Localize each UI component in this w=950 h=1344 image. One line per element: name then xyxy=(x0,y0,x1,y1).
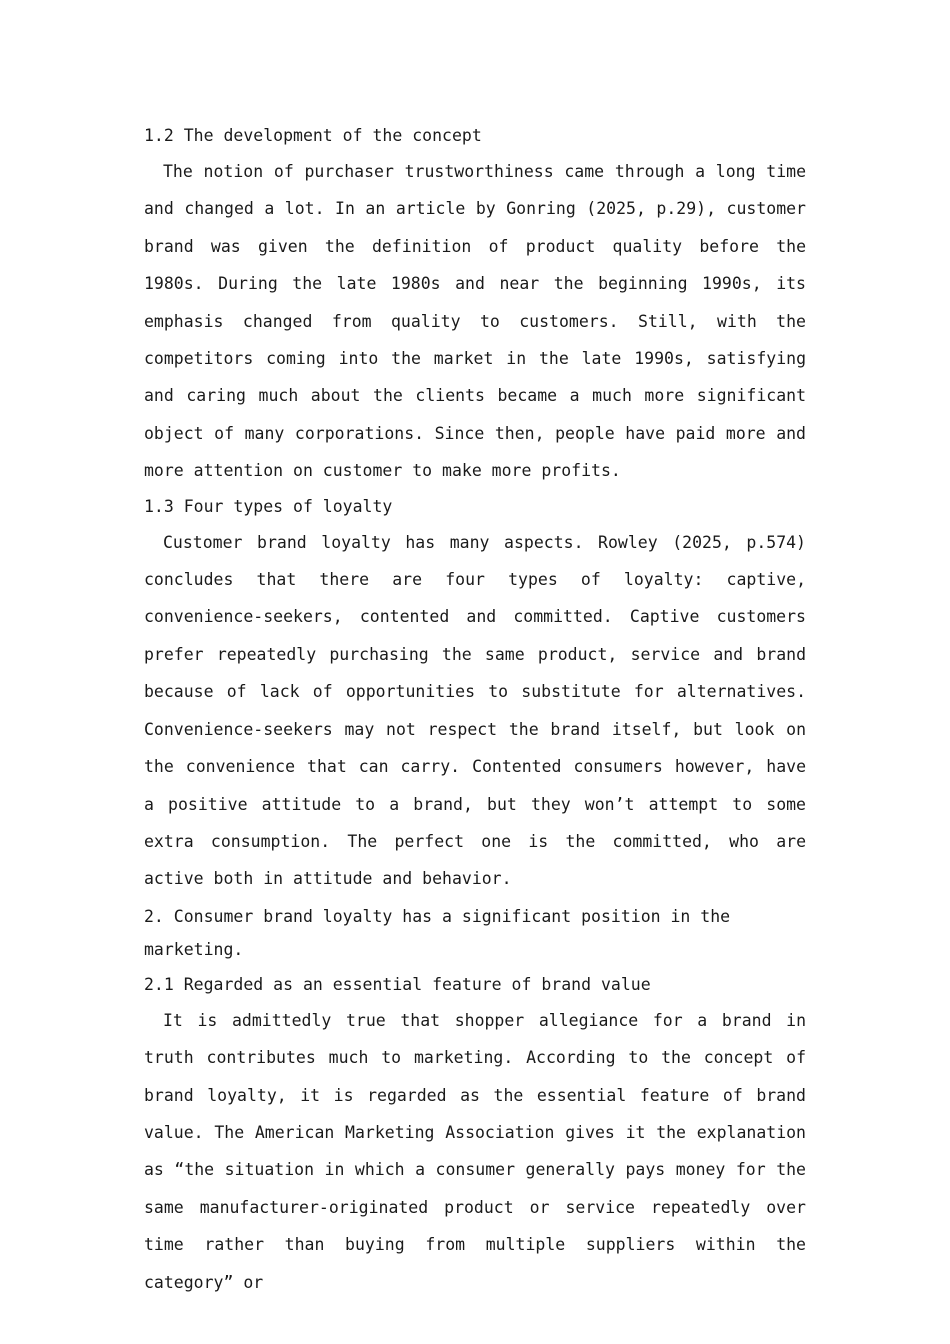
document-body xyxy=(144,119,806,1301)
section-heading-1-2: 1.2 The development of the concept xyxy=(144,126,482,145)
section-heading-2-line-2: marketing. xyxy=(144,939,244,959)
section-heading-2-line-1: 2. Consumer brand loyalty has a significant position in the xyxy=(144,906,731,926)
section-heading-1-3: 1.3 Four types of loyalty xyxy=(144,496,393,516)
paragraph-development-of-concept: The notion of purchaser trustworthiness came through a long time and changed a lot. In an article by Gonring (2025, p.29), customer brand was given the definition of product quality before the 1980s. During the late 1980s and near the beginning 1990s, its emphasis changed from quality to customers. Still, with the competitors coming into the market in the late 1990s, satisfying and caring much about the clients became a much more significant object of many corporations. Since then, people have paid more and more attention on customer to make more profits. xyxy=(144,162,806,481)
paragraph-essential-feature-of-brand-value: It is admittedly true that shopper allegiance for a brand in truth contributes much to marketing. According to the concept of brand loyalty, it is regarded as the essential feature of brand value. The American Marketing Association gives it the explanation as “the situation in which a consumer generally pays money for the same manufacturer-originated product or service repeatedly over time rather than buying from multiple suppliers within the category” or xyxy=(144,1010,806,1292)
section-heading-2 xyxy=(144,898,806,968)
section-heading-2-1: 2.1 Regarded as an essential feature of brand value xyxy=(144,974,651,994)
paragraph-four-types-of-loyalty: Customer brand loyalty has many aspects. Rowley (2025, p.574) concludes that there are four types of loyalty: captive, convenience-seekers, contented and committed. Captive customers prefer repeatedly purchasing the same product, service and brand because of lack of opportunities to substitute for alternatives. Convenience-seekers may not respect the brand itself, but look on the convenience that can carry. Contented consumers however, have a positive attitude to a brand, but they won’t attempt to some extra consumption. The perfect one is the committed, who are active both in attitude and behavior. xyxy=(144,532,806,889)
